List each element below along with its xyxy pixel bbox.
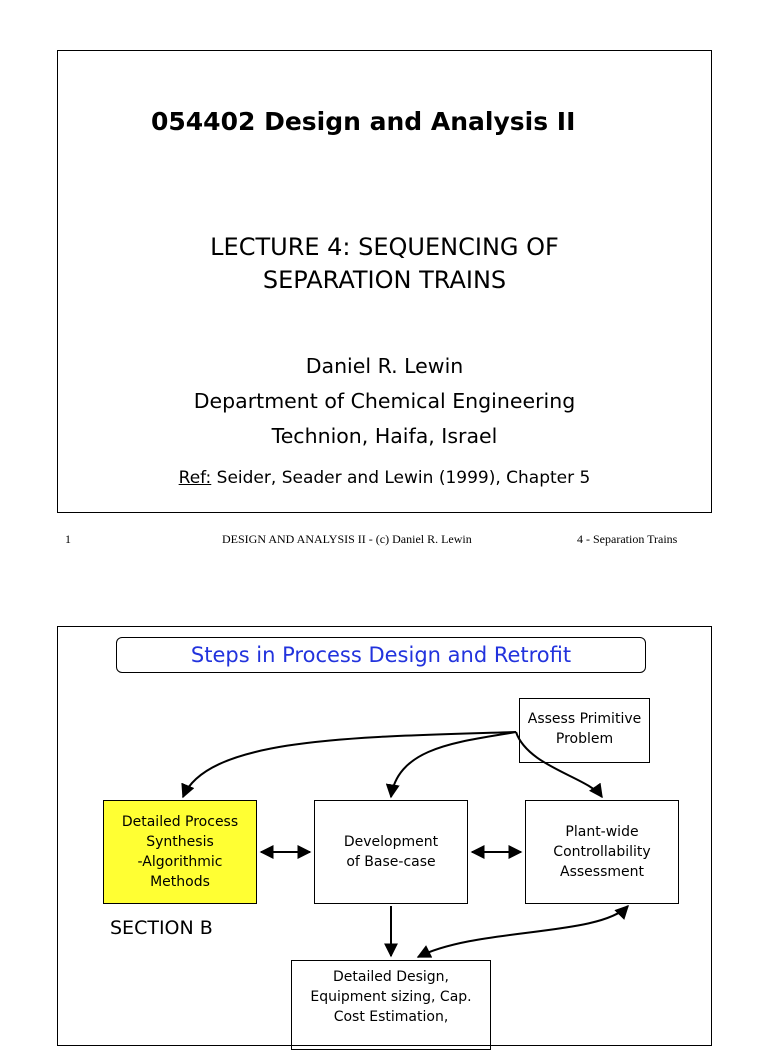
design-line1: Detailed Design, <box>333 969 449 985</box>
arrow-assess-to-development <box>391 732 516 797</box>
design-line3: Cost Estimation, <box>333 1009 449 1025</box>
detailed-line3: -Algorithmic <box>137 854 223 870</box>
lecture-title-line1: LECTURE 4: SEQUENCING OF <box>210 233 559 261</box>
institution: Technion, Haifa, Israel <box>271 424 498 448</box>
author-block <box>58 349 711 454</box>
design-line2: Equipment sizing, Cap. <box>310 989 472 1005</box>
slide-banner: Steps in Process Design and Retrofit <box>116 637 646 673</box>
detailed-line2: Synthesis <box>146 834 214 850</box>
reference-text: Seider, Seader and Lewin (1999), Chapter 5 <box>211 468 591 488</box>
arrow-design-to-plantwide <box>418 906 628 957</box>
detailed-process-synthesis-box <box>103 800 257 904</box>
author-name: Daniel R. Lewin <box>305 354 464 378</box>
plantwide-line3: Assessment <box>560 864 644 880</box>
assess-primitive-problem-box <box>519 698 650 763</box>
assess-line1: Assess Primitive <box>527 711 642 727</box>
title-slide <box>57 50 712 513</box>
lecture-title <box>58 231 711 297</box>
lecture-title-line2: SEPARATION TRAINS <box>262 266 507 294</box>
development-line2: of Base-case <box>346 854 436 870</box>
reference-label: Ref: <box>178 468 212 488</box>
reference <box>58 468 711 488</box>
plantwide-controllability-box <box>525 800 679 904</box>
page-number: 1 <box>65 532 71 546</box>
development-line1: Development <box>343 834 439 850</box>
course-title: 054402 Design and Analysis II <box>151 107 576 136</box>
plantwide-line2: Controllability <box>553 844 651 860</box>
assess-line2: Problem <box>555 731 614 747</box>
development-base-case-box <box>314 800 468 904</box>
detailed-line4: Methods <box>150 874 210 890</box>
footer-topic: 4 - Separation Trains <box>577 532 678 546</box>
process-design-slide <box>57 626 712 1046</box>
detailed-line1: Detailed Process <box>121 814 239 830</box>
detailed-design-box <box>291 960 491 1050</box>
department: Department of Chemical Engineering <box>193 389 576 413</box>
footer-course: DESIGN AND ANALYSIS II - (c) Daniel R. Lewin <box>222 532 472 546</box>
plantwide-line1: Plant-wide <box>565 824 639 840</box>
section-b-label: SECTION B <box>110 917 213 939</box>
